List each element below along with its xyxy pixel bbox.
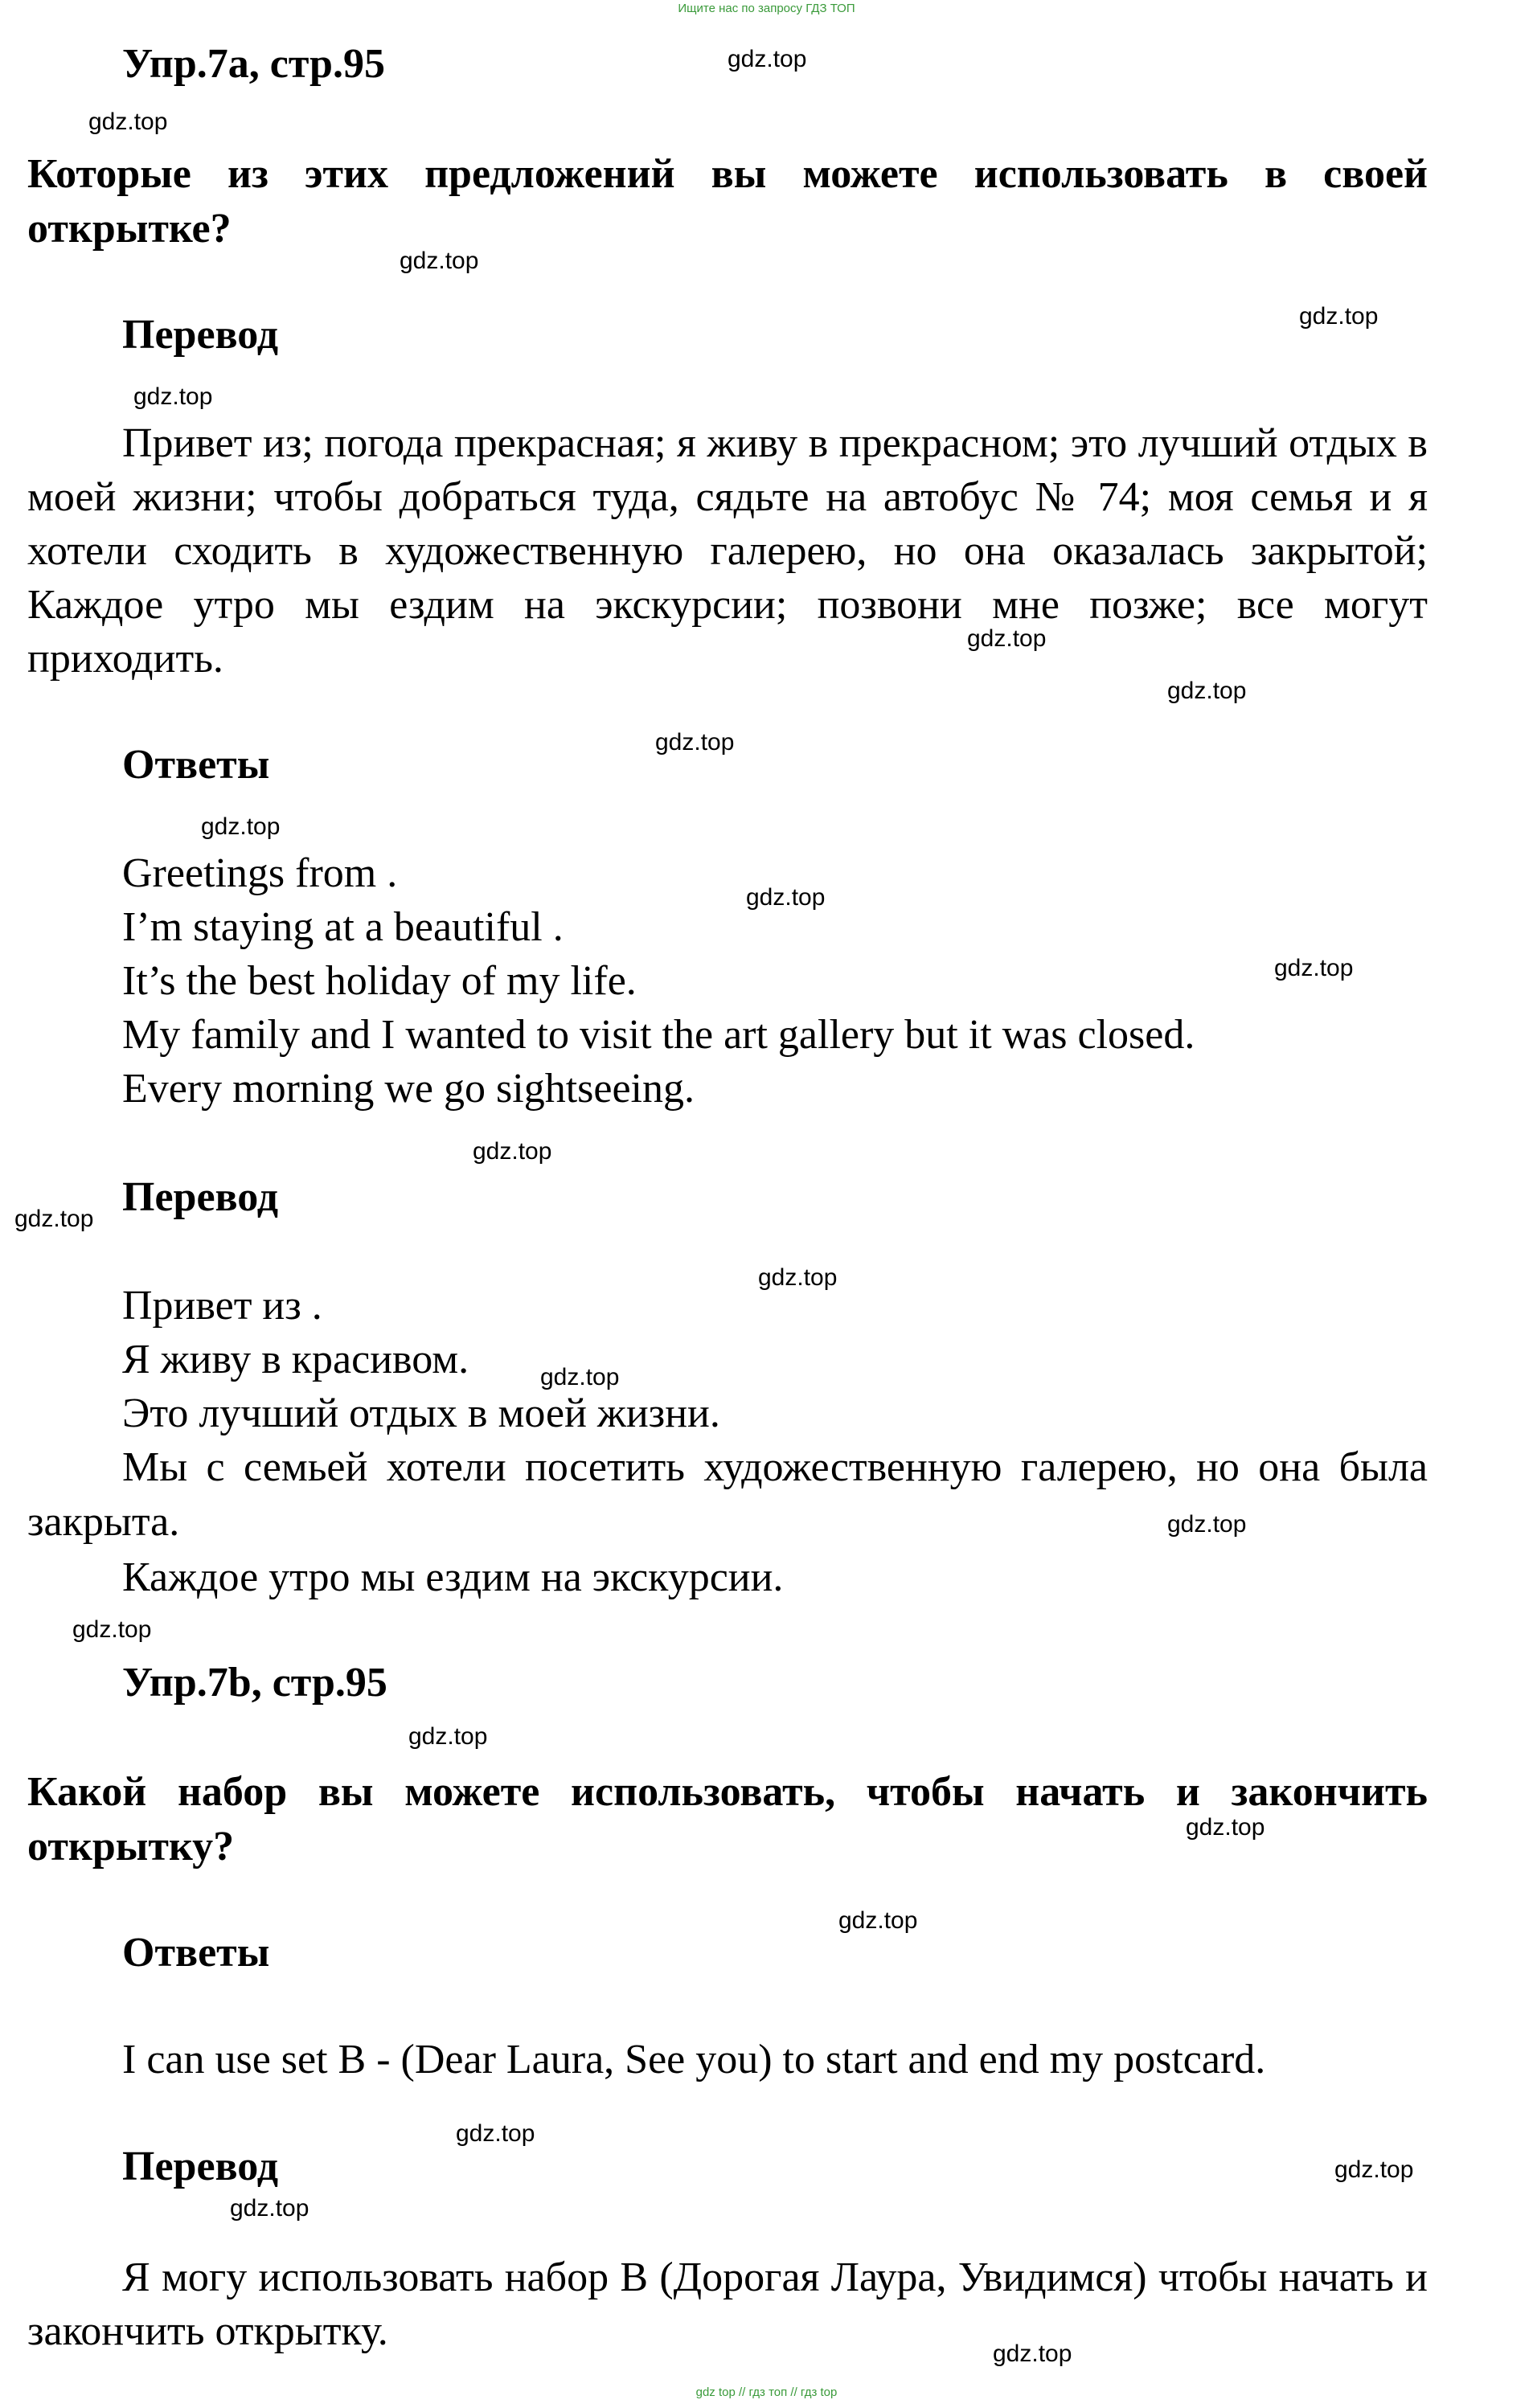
watermark: gdz.top <box>993 2340 1072 2367</box>
answer-line: My family and I wanted to visit the art gallery but it was closed. <box>122 1012 1195 1058</box>
exercise-7b-answer: I can use set B - (Dear Laura, See you) to start and end my postcard. <box>122 2037 1266 2082</box>
watermark: gdz.top <box>72 1616 152 1643</box>
answer-translation-line: Я живу в красивом. <box>122 1337 469 1382</box>
watermark: gdz.top <box>133 383 213 410</box>
watermark: gdz.top <box>758 1264 838 1291</box>
watermark: gdz.top <box>838 1907 918 1934</box>
watermark: gdz.top <box>400 248 479 274</box>
watermark: gdz.top <box>1186 1814 1265 1841</box>
answer-line: It’s the best holiday of my life. <box>122 958 637 1004</box>
answer-translation-line: Каждое утро мы ездим на экскурсии. <box>122 1554 784 1600</box>
exercise-7b-question: Какой набор вы можете использовать, чтобы начать и закончить открытку? <box>27 1769 1428 1869</box>
answer-translation-line: Привет из . <box>122 1283 322 1329</box>
watermark: gdz.top <box>473 1138 552 1165</box>
exercise-7b-translation-heading: Перевод <box>122 2144 279 2189</box>
watermark: gdz.top <box>746 884 826 911</box>
exercise-7b-title: Упр.7b, стр.95 <box>122 1660 387 1706</box>
watermark: gdz.top <box>1274 955 1354 981</box>
exercise-7b-translation: Я могу использовать набор B (Дорогая Лаура, Увидимся) чтобы начать и закончить открытку. <box>27 2254 1428 2354</box>
exercise-7b-answers-heading: Ответы <box>122 1930 270 1976</box>
answer-line: Every morning we go sightseeing. <box>122 1066 695 1112</box>
watermark: gdz.top <box>728 46 807 72</box>
answers-heading: Ответы <box>122 742 270 788</box>
top-banner[interactable]: Ищите нас по запросу ГДЗ ТОП <box>678 2 855 15</box>
exercise-7a-title: Упр.7a, стр.95 <box>122 41 385 87</box>
watermark: gdz.top <box>1167 1511 1247 1538</box>
translation-paragraph: Привет из; погода прекрасная; я живу в прекрасном; это лучший отдых в моей жизни; чтобы добраться туда, сядьте на автобус № 74; моя семья и я хотели сходить в художественную галерею, но она оказалась закрытой; Каждое утро мы ездим на экскурсии; позвони мне позже; все могут приходить. <box>27 420 1428 682</box>
bottom-banner[interactable]: gdz top // гдз топ // гдз top <box>695 2385 838 2399</box>
watermark: gdz.top <box>14 1206 94 1232</box>
watermark: gdz.top <box>408 1723 488 1750</box>
answer-translation-line: Мы с семьей хотели посетить художественную галерею, но она была закрыта. <box>27 1444 1428 1545</box>
watermark: gdz.top <box>1167 678 1247 704</box>
watermark: gdz.top <box>1299 303 1379 330</box>
exercise-7a-question: Которые из этих предложений вы можете использовать в своей открытке? <box>27 151 1428 252</box>
answers-translation-heading: Перевод <box>122 1174 279 1220</box>
answer-line: I’m staying at a beautiful . <box>122 904 564 950</box>
watermark: gdz.top <box>456 2120 535 2147</box>
watermark: gdz.top <box>967 625 1047 652</box>
watermark: gdz.top <box>540 1364 620 1390</box>
translation-heading: Перевод <box>122 312 279 358</box>
answer-translation-line: Это лучший отдых в моей жизни. <box>122 1390 720 1436</box>
watermark: gdz.top <box>655 729 735 756</box>
watermark: gdz.top <box>1334 2156 1414 2183</box>
watermark: gdz.top <box>88 109 168 135</box>
watermark: gdz.top <box>230 2195 309 2222</box>
answer-line: Greetings from . <box>122 850 398 896</box>
watermark: gdz.top <box>201 813 281 840</box>
